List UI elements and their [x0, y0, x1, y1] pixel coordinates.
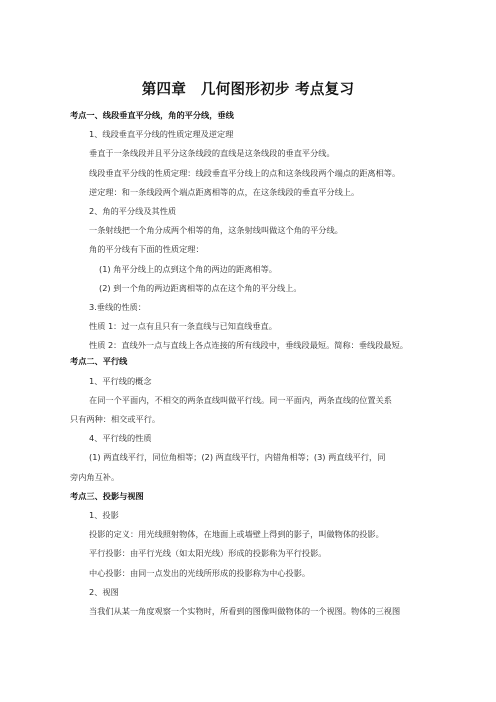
paragraph-line: 投影的定义：用光线照射物体，在地面上或墙壁上得到的影子，叫做物体的投影。 [89, 529, 384, 540]
section-heading: 考点二、平行线 [70, 356, 128, 367]
list-item: (1) 角平分线上的点到这个角的两边的距离相等。 [99, 263, 277, 274]
paragraph-line: 平行投影：由平行光线（如太阳光线）形成的投影称为平行投影。 [89, 548, 327, 559]
paragraph-line: 角的平分线有下面的性质定理： [89, 244, 204, 255]
paragraph-line: (1) 两直线平行，同位角相等；(2) 两直线平行，内错角相等；(3) 两直线平行，同 [89, 452, 386, 463]
document-body [70, 109, 430, 624]
paragraph-line: 只有两种：相交或平行。 [70, 414, 161, 424]
page-title: 第四章 几何图形初步 考点复习 [141, 82, 355, 98]
section-heading: 考点一、线段垂直平分线，角的平分线，垂线 [70, 110, 234, 120]
subsection-heading: 4、平行线的性质 [89, 433, 152, 444]
paragraph-line: 线段垂直平分线的性质定理：线段垂直平分线上的点和这条线段两个端点的距离相等。 [89, 167, 401, 178]
subsection-heading: 2、视图 [89, 586, 119, 597]
subsection-heading: 1、线段垂直平分线的性质定理及逆定理 [89, 129, 234, 140]
paragraph-line: 性质 2：直线外一点与直线上各点连接的所有线段中，垂线段最短。简称：垂线段最短。 [89, 340, 408, 351]
paragraph-line: 中心投影：由同一点发出的光线所形成的投影称为中心投影。 [89, 567, 311, 578]
subsection-heading: 1、平行线的概念 [89, 375, 152, 386]
paragraph-line: 一条射线把一个角分成两个相等的角，这条射线叫做这个角的平分线。 [89, 225, 343, 236]
paragraph-line: 当我们从某一角度观察一个实物时，所看到的图像叫做物体的一个视图。物体的三视图 [89, 605, 401, 616]
section-heading: 考点三、投影与视图 [70, 490, 144, 501]
paragraph-line: 逆定理：和一条线段两个端点距离相等的点，在这条线段的垂直平分线上。 [89, 186, 360, 197]
subsection-heading: 1、投影 [89, 509, 119, 520]
paragraph-line: 性质 1：过一点有且只有一条直线与已知直线垂直。 [89, 321, 277, 332]
paragraph-line: 垂直于一条线段并且平分这条线段的直线是这条线段的垂直平分线。 [89, 148, 335, 159]
list-item: (2) 到一个角的两边距离相等的点在这个角的平分线上。 [99, 282, 302, 293]
subsection-heading: 2、角的平分线及其性质 [89, 205, 177, 216]
paragraph-line: 在同一个平面内，不相交的两条直线叫做平行线。同一平面内，两条直线的位置关系 [89, 394, 392, 405]
paragraph-line: 旁内角互补。 [70, 471, 120, 482]
subsection-heading: 3.垂线的性质： [89, 301, 146, 312]
